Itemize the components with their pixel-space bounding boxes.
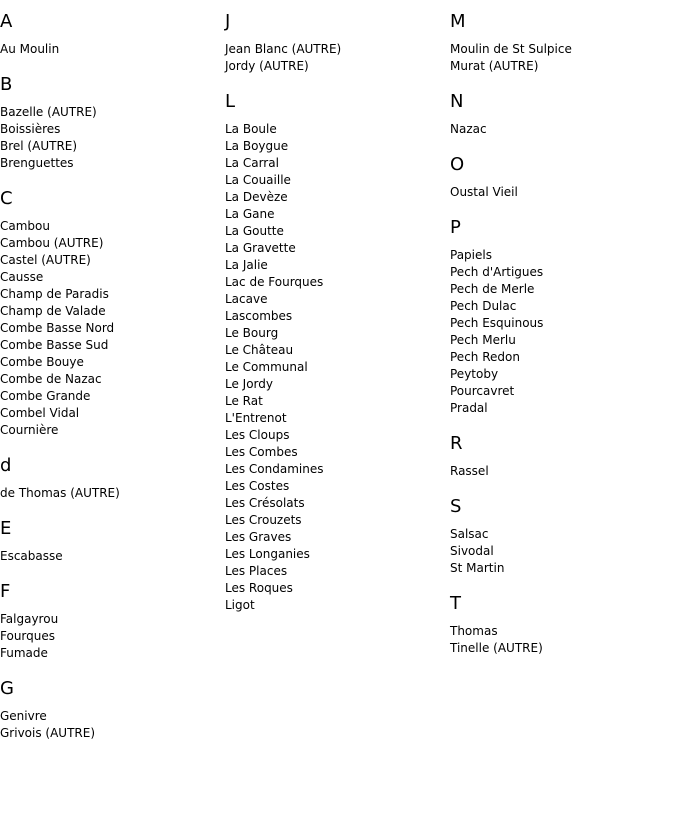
index-column-3	[450, 0, 670, 657]
place-entry[interactable]: Castel (AUTRE)	[0, 253, 91, 267]
entry-list	[450, 184, 670, 201]
place-entry[interactable]: Grivois (AUTRE)	[0, 726, 96, 740]
place-entry[interactable]: Combe Bouye	[0, 355, 84, 369]
letter-heading: J	[225, 11, 231, 32]
place-entry[interactable]: Bazelle (AUTRE)	[0, 105, 97, 119]
entry-list	[0, 485, 220, 502]
letter-heading: P	[450, 217, 461, 238]
place-entry[interactable]: Pradal	[450, 401, 488, 415]
letter-heading: O	[450, 154, 465, 175]
place-entry[interactable]: Combe Grande	[0, 389, 91, 403]
place-entry[interactable]: Le Château	[225, 343, 294, 357]
place-entry[interactable]: Fourques	[0, 629, 56, 643]
place-entry[interactable]: Pourcavret	[450, 384, 515, 398]
place-entry[interactable]: St Martin	[450, 561, 505, 575]
entry-list	[0, 104, 220, 172]
place-entry[interactable]: Salsac	[450, 527, 489, 541]
place-entry[interactable]: Genivre	[0, 709, 47, 723]
entry-list	[0, 41, 220, 58]
letter-group-j	[225, 11, 445, 75]
entry-list	[450, 41, 670, 75]
place-entry[interactable]: Les Crésolats	[225, 496, 305, 510]
place-entry[interactable]: Lac de Fourques	[225, 275, 324, 289]
place-entry[interactable]: Combe Basse Nord	[0, 321, 115, 335]
place-entry[interactable]: Rassel	[450, 464, 489, 478]
letter-group-p	[450, 217, 670, 417]
place-entry[interactable]: Pech Esquinous	[450, 316, 544, 330]
entry-list	[450, 463, 670, 480]
place-entry[interactable]: Les Longanies	[225, 547, 310, 561]
place-entry[interactable]: Brel (AUTRE)	[0, 139, 78, 153]
place-entry[interactable]: Combe de Nazac	[0, 372, 102, 386]
letter-group-c	[0, 188, 220, 439]
place-entry[interactable]: Cambou (AUTRE)	[0, 236, 104, 250]
place-entry[interactable]: Le Communal	[225, 360, 308, 374]
place-entry[interactable]: Le Rat	[225, 394, 263, 408]
letter-group-g	[0, 678, 220, 742]
letter-heading: R	[450, 433, 463, 454]
entry-list	[0, 611, 220, 662]
letter-group-t	[450, 593, 670, 657]
entry-list	[0, 708, 220, 742]
place-entry[interactable]: Sivodal	[450, 544, 494, 558]
entry-list	[0, 218, 220, 439]
letter-group-l	[225, 91, 445, 614]
place-entry[interactable]: Lascombes	[225, 309, 293, 323]
place-entry[interactable]: Thomas	[450, 624, 498, 638]
letter-heading: N	[450, 91, 464, 112]
place-entry[interactable]: Jean Blanc (AUTRE)	[225, 42, 342, 56]
place-entry[interactable]: Nazac	[450, 122, 487, 136]
place-entry[interactable]: Falgayrou	[0, 612, 59, 626]
entry-list	[225, 41, 445, 75]
entry-list	[450, 121, 670, 138]
letter-heading: C	[0, 188, 13, 209]
letter-group-d	[0, 455, 220, 502]
place-entry[interactable]: Causse	[0, 270, 44, 284]
place-entry[interactable]: Pech Dulac	[450, 299, 517, 313]
place-entry[interactable]: Les Condamines	[225, 462, 324, 476]
index-column-1	[0, 0, 220, 742]
letter-group-m	[450, 11, 670, 75]
place-entry[interactable]: Combel Vidal	[0, 406, 80, 420]
place-entry[interactable]: La Boule	[225, 122, 277, 136]
place-entry[interactable]: La Boygue	[225, 139, 289, 153]
place-entry[interactable]: Oustal Vieil	[450, 185, 518, 199]
place-entry[interactable]: Au Moulin	[0, 42, 60, 56]
place-entry[interactable]: Boissières	[0, 122, 61, 136]
place-entry[interactable]: de Thomas (AUTRE)	[0, 486, 120, 500]
place-entry[interactable]: La Jalie	[225, 258, 268, 272]
place-entry[interactable]: Papiels	[450, 248, 492, 262]
letter-heading: L	[225, 91, 236, 112]
letter-group-s	[450, 496, 670, 577]
place-entry[interactable]: Fumade	[0, 646, 48, 660]
place-entry[interactable]: Les Roques	[225, 581, 293, 595]
place-entry[interactable]: Le Bourg	[225, 326, 279, 340]
letter-heading: d	[0, 455, 12, 476]
place-entry[interactable]: Cournière	[0, 423, 59, 437]
letter-heading: E	[0, 518, 12, 539]
place-entry[interactable]: L'Entrenot	[225, 411, 287, 425]
place-entry[interactable]: Champ de Paradis	[0, 287, 109, 301]
place-entry[interactable]: Champ de Valade	[0, 304, 106, 318]
place-entry[interactable]: Pech de Merle	[450, 282, 535, 296]
letter-heading: S	[450, 496, 462, 517]
place-entry[interactable]: Les Combes	[225, 445, 298, 459]
entry-list	[450, 526, 670, 577]
place-entry[interactable]: Lacave	[225, 292, 268, 306]
place-entry[interactable]: Peytoby	[450, 367, 499, 381]
letter-group-n	[450, 91, 670, 138]
letter-heading: G	[0, 678, 14, 699]
place-entry[interactable]: La Couaille	[225, 173, 291, 187]
letter-group-f	[0, 581, 220, 662]
place-entry[interactable]: La Devèze	[225, 190, 288, 204]
place-entry[interactable]: Pech d'Artigues	[450, 265, 544, 279]
letter-group-b	[0, 74, 220, 172]
place-entry[interactable]: Les Cloups	[225, 428, 290, 442]
letter-group-a	[0, 11, 220, 58]
letter-group-r	[450, 433, 670, 480]
entry-list	[450, 623, 670, 657]
letter-heading: B	[0, 74, 13, 95]
place-entry[interactable]: La Gravette	[225, 241, 296, 255]
place-entry[interactable]: Tinelle (AUTRE)	[450, 641, 543, 655]
place-entry[interactable]: Brenguettes	[0, 156, 74, 170]
entry-list	[0, 548, 220, 565]
place-entry[interactable]: Cambou	[0, 219, 50, 233]
place-entry[interactable]: Ligot	[225, 598, 255, 612]
entry-list	[450, 247, 670, 417]
place-entry[interactable]: Les Places	[225, 564, 288, 578]
place-entry[interactable]: La Goutte	[225, 224, 284, 238]
letter-group-e	[0, 518, 220, 565]
place-entry[interactable]: Murat (AUTRE)	[450, 59, 539, 73]
place-entry[interactable]: La Carral	[225, 156, 279, 170]
place-entry[interactable]: Escabasse	[0, 549, 63, 563]
place-entry[interactable]: Les Crouzets	[225, 513, 302, 527]
place-entry[interactable]: Combe Basse Sud	[0, 338, 109, 352]
place-entry[interactable]: Les Graves	[225, 530, 292, 544]
place-entry[interactable]: La Gane	[225, 207, 275, 221]
place-entry[interactable]: Le Jordy	[225, 377, 273, 391]
letter-group-o	[450, 154, 670, 201]
place-entry[interactable]: Pech Redon	[450, 350, 520, 364]
place-entry[interactable]: Les Costes	[225, 479, 290, 493]
place-entry[interactable]: Jordy (AUTRE)	[225, 59, 309, 73]
letter-heading: T	[450, 593, 461, 614]
place-entry[interactable]: Pech Merlu	[450, 333, 516, 347]
letter-heading: M	[450, 11, 466, 32]
letter-heading: F	[0, 581, 11, 602]
index-column-2	[225, 0, 445, 614]
entry-list	[225, 121, 445, 614]
letter-heading: A	[0, 11, 13, 32]
place-entry[interactable]: Moulin de St Sulpice	[450, 42, 572, 56]
